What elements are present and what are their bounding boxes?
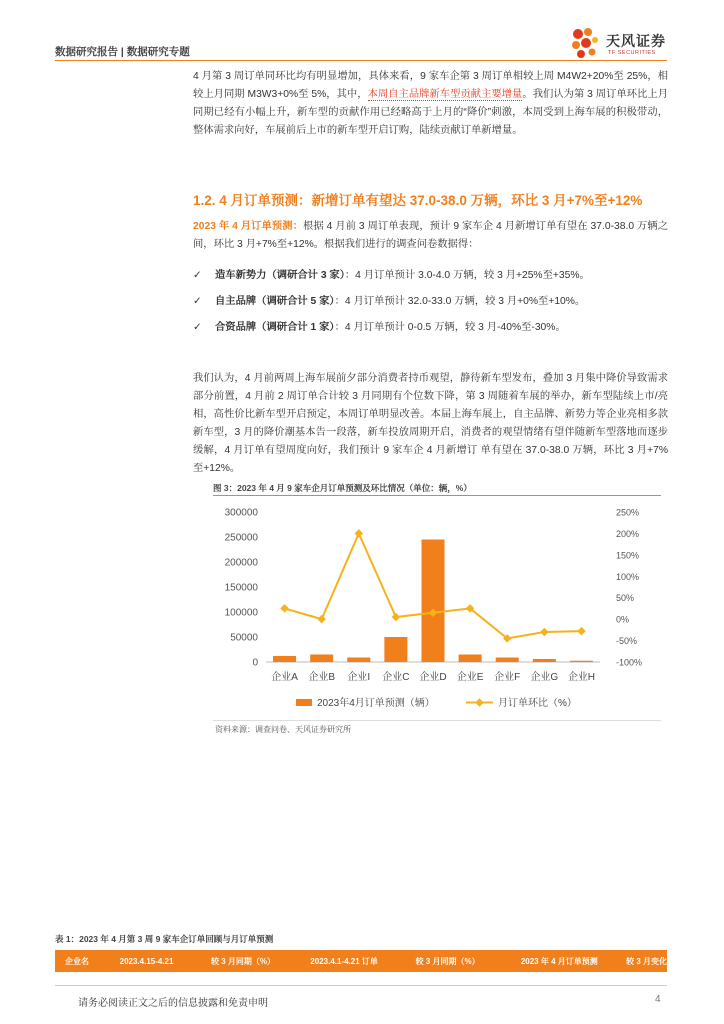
table-header-cell: 企业名 [65,956,89,966]
table-header-row [55,950,667,972]
y-right-tick-label: 250% [616,507,640,518]
x-tick-label: 企业D [419,672,447,683]
bar [273,656,296,662]
figure-title: 图 3：2023 年 4 月 9 家车企月订单预测及环比情况（单位：辆，%） [213,483,472,493]
line-point [317,615,325,623]
bullet-label: 自主品牌（调研合计 5 家） [215,296,335,307]
forecast-paragraph [193,218,668,254]
table-header-cell: 较 3 月同期（%） [415,956,480,966]
x-tick-label: 企业C [382,672,410,683]
y-right-tick-label: -100% [616,657,643,668]
header-title: 数据研究报告 | 数据研究专题 [55,46,190,58]
table-title: 表 1：2023 年 4 月第 3 周 9 家车企订单回顾与月订单预测 [55,934,274,944]
header-divider [55,60,667,61]
footer-divider [55,985,667,986]
legend-line-marker [475,698,483,706]
line-point [280,604,288,612]
bullet-text: ：4 月订单预计 32.0-33.0 万辆，较 3 月+0%至+10%。 [334,296,586,307]
bullet-text: ：4 月订单预计 3.0-4.0 万辆，较 3 月+25%至+35%。 [344,270,590,281]
table-header-cell: 2023.4.15-4.21 [119,956,174,966]
x-tick-label: 企业A [271,672,298,683]
logo-text: 天风证券 [606,33,666,49]
check-icon: ✓ [193,322,202,333]
check-icon: ✓ [193,270,202,281]
y-left-tick-label: 0 [252,657,258,669]
legend-bar-swatch [296,699,312,706]
bar [459,655,482,663]
page-number: 4 [655,994,661,1005]
bullet-item [193,318,566,333]
x-tick-label: 企业B [308,672,336,683]
y-left-tick-label: 100000 [224,607,258,619]
table-header-cell: 2023.4.1-4.21 订单 [310,956,378,966]
bullet-item [193,292,585,307]
y-left-tick-label: 300000 [224,507,258,519]
legend-label: 2023年4月订单预测（辆） [317,698,435,709]
figure-source: 资料来源：调查问卷、天风证券研究所 [215,725,351,734]
figure-bottom-divider [213,720,661,721]
line-point [392,613,400,621]
bullet-text: ：4 月订单预计 0-0.5 万辆，较 3 月-40%至-30%。 [334,322,566,333]
y-right-tick-label: 0% [616,614,630,625]
table-header-cell: 较 3 月同期（%） [210,956,275,966]
analysis-paragraph: 我们认为，4 月前两周上海车展前夕部分消费者持币观望，静待新车型发布，叠加 3 月集中降价导致需求部分前置，4 月前 2 周订单合计较 3 月同期有个位数下降，第 3 周随着车展的举办，新车型陆续上市/亮相，高性价比新车型开启预定，本周订单明显改善。本届上海车展上，自主品牌、新势力等企业亮相多款新车型，3 月的降价潮基本告一段落，新车投放周期开启，消费者的观望情绪有望伴随新车型落地而逐步缓解，4 月订单有望周度向好，我们预计 9 家车企 4 月新增订 单有望在 37.0-38.0 万辆，环比 3 月+7%至+12%。 [193,373,668,474]
x-tick-label: 企业F [494,672,521,683]
y-right-tick-label: -50% [616,636,638,647]
forecast-lead: 2023 年 4 月订单预测： [193,221,303,232]
bar [347,658,370,663]
bar [384,637,407,662]
y-left-tick-label: 200000 [224,557,258,569]
intro-text: 4 月第 3 周订单同环比均有明显增加，具体来看，9 家车企第 3 周订单相较上周 M4W2+20%至 25%，相较上月同期 M3W3+0%至 5%，其中， [193,71,668,100]
footer-disclaimer: 请务必阅读正文之后的信息披露和免责申明 [78,998,268,1009]
x-tick-label: 企业H [567,672,596,683]
bullet-item [193,266,590,281]
forecast-text: 根据 4 月前 3 周订单表现，预计 9 家车企 4 月新增订单有望在 37.0-38.0 万辆之间，环比 3 月+7%至+12%。根据我们进行的调查问卷数据得： [193,221,668,250]
line-point [355,529,363,537]
y-left-tick-label: 150000 [224,582,258,594]
y-right-tick-label: 150% [616,550,640,561]
bar [421,540,444,663]
bar [533,659,556,662]
bar [570,661,593,662]
line-point [540,628,548,636]
bar [310,655,333,663]
section-heading: 1.2. 4 月订单预测：新增订单有望达 37.0-38.0 万辆，环比 3 月+7%至+12% [193,193,643,208]
line-point [577,627,585,635]
logo-icon [568,26,602,60]
bar [496,658,519,663]
logo-subtext: TF SECURITIES [608,50,656,56]
bullet-label: 造车新势力（调研合计 3 家） [215,270,345,281]
intro-highlight: 本周自主品牌新车型贡献主要增量 [367,89,523,100]
y-right-tick-label: 200% [616,528,640,539]
check-icon: ✓ [193,296,202,307]
y-left-tick-label: 250000 [224,532,258,544]
order-forecast-chart [208,500,668,718]
x-tick-label: 企业I [347,672,371,683]
figure-divider [213,495,661,496]
bullet-label: 合资品牌（调研合计 1 家） [215,322,335,333]
x-tick-label: 企业G [530,672,559,683]
y-right-tick-label: 100% [616,571,640,582]
table-header-cell: 较 3 月变化 [626,956,667,966]
x-tick-label: 企业E [456,672,484,683]
legend-label: 月订单环比（%） [498,698,577,709]
y-left-tick-label: 50000 [230,632,258,644]
y-right-tick-label: 50% [616,593,635,604]
intro-text-cont: 。我们认为第 3 周订单环比上月同期已经有小幅上升，新车型的贡献作用已经略高于上月的“降价”刺激，本周受到上海车展的积极带动，整体需求向好，车展前后上市的新车型开启订购，陆续贡献订单新增量。 [193,89,669,136]
company-logo [568,26,678,60]
table-header-cell: 2023 年 4 月订单预测 [520,956,598,966]
intro-paragraph [193,68,668,140]
